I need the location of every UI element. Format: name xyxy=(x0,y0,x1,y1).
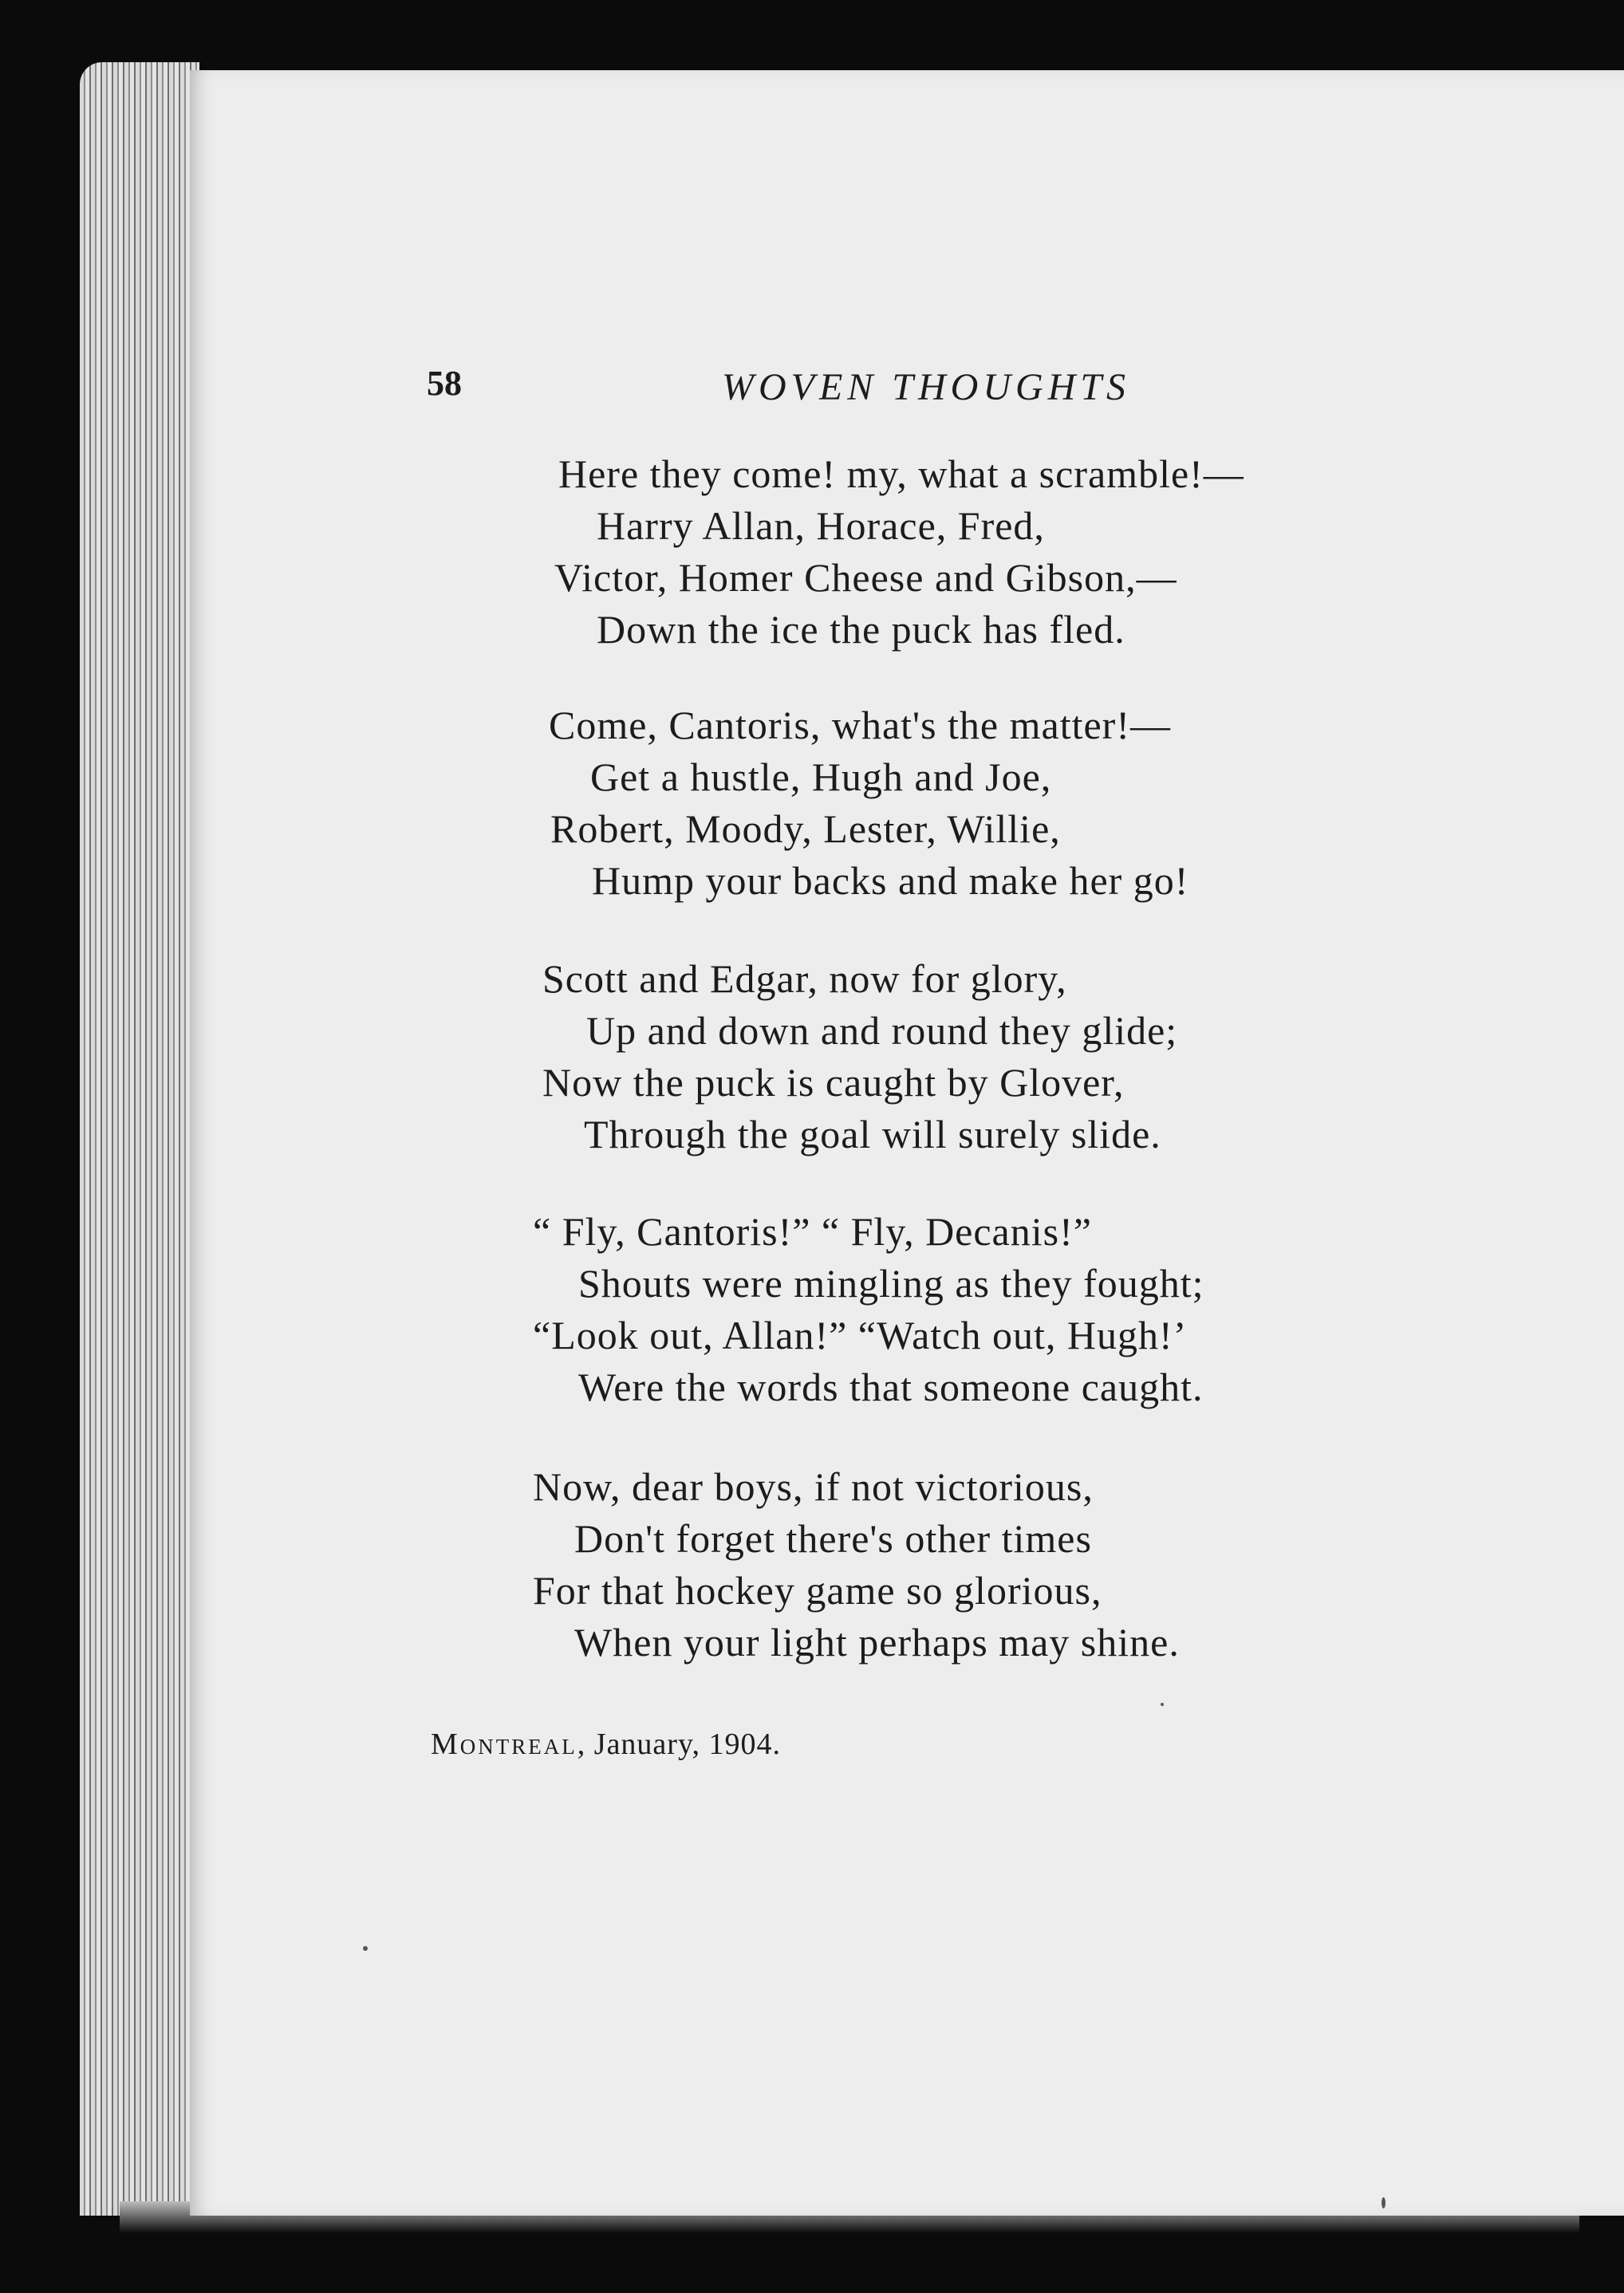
poem-line: Scott and Edgar, now for glory, xyxy=(542,956,1067,1001)
poem-line: “ Fly, Cantoris!” “ Fly, Decanis!” xyxy=(533,1209,1092,1254)
poem-line: Here they come! my, what a scramble!— xyxy=(558,451,1244,496)
poem-line: Were the words that someone caught. xyxy=(578,1365,1204,1409)
poem-line: Come, Cantoris, what's the matter!— xyxy=(549,703,1171,747)
poem-line: Now, dear boys, if not victorious, xyxy=(533,1464,1094,1509)
poem-line: Harry Allan, Horace, Fred, xyxy=(597,503,1045,548)
poem-line: Now the puck is caught by Glover, xyxy=(542,1060,1125,1105)
scan-speck xyxy=(363,1946,368,1951)
poem-line: Shouts were mingling as they fought; xyxy=(578,1261,1204,1306)
poem-line: Robert, Moody, Lester, Willie, xyxy=(550,806,1061,851)
poem-line: For that hockey game so glorious, xyxy=(533,1568,1102,1613)
poem-line: Get a hustle, Hugh and Joe, xyxy=(590,754,1052,799)
dateline-date: , January, 1904. xyxy=(577,1728,781,1761)
poem-line: Victor, Homer Cheese and Gibson,— xyxy=(554,555,1177,600)
poem-line: When your light perhaps may shine. xyxy=(574,1620,1180,1665)
poem-line: Down the ice the puck has fled. xyxy=(597,607,1125,652)
poem-line: Hump your backs and make her go! xyxy=(592,858,1189,903)
page-number: 58 xyxy=(427,364,462,403)
dateline-place: Montreal xyxy=(431,1728,577,1761)
poem-line: Up and down and round they glide; xyxy=(586,1008,1178,1053)
poem-line: Through the goal will surely slide. xyxy=(584,1112,1161,1156)
scan-speck xyxy=(1382,2197,1386,2208)
book-page-edges xyxy=(80,62,199,2216)
poem-line: “Look out, Allan!” “Watch out, Hugh!’ xyxy=(533,1313,1188,1357)
scan-speck xyxy=(1161,1703,1164,1706)
dateline xyxy=(431,1727,781,1762)
poem-line: Don't forget there's other times xyxy=(574,1516,1092,1561)
running-head: WOVEN THOUGHTS xyxy=(722,366,1131,408)
